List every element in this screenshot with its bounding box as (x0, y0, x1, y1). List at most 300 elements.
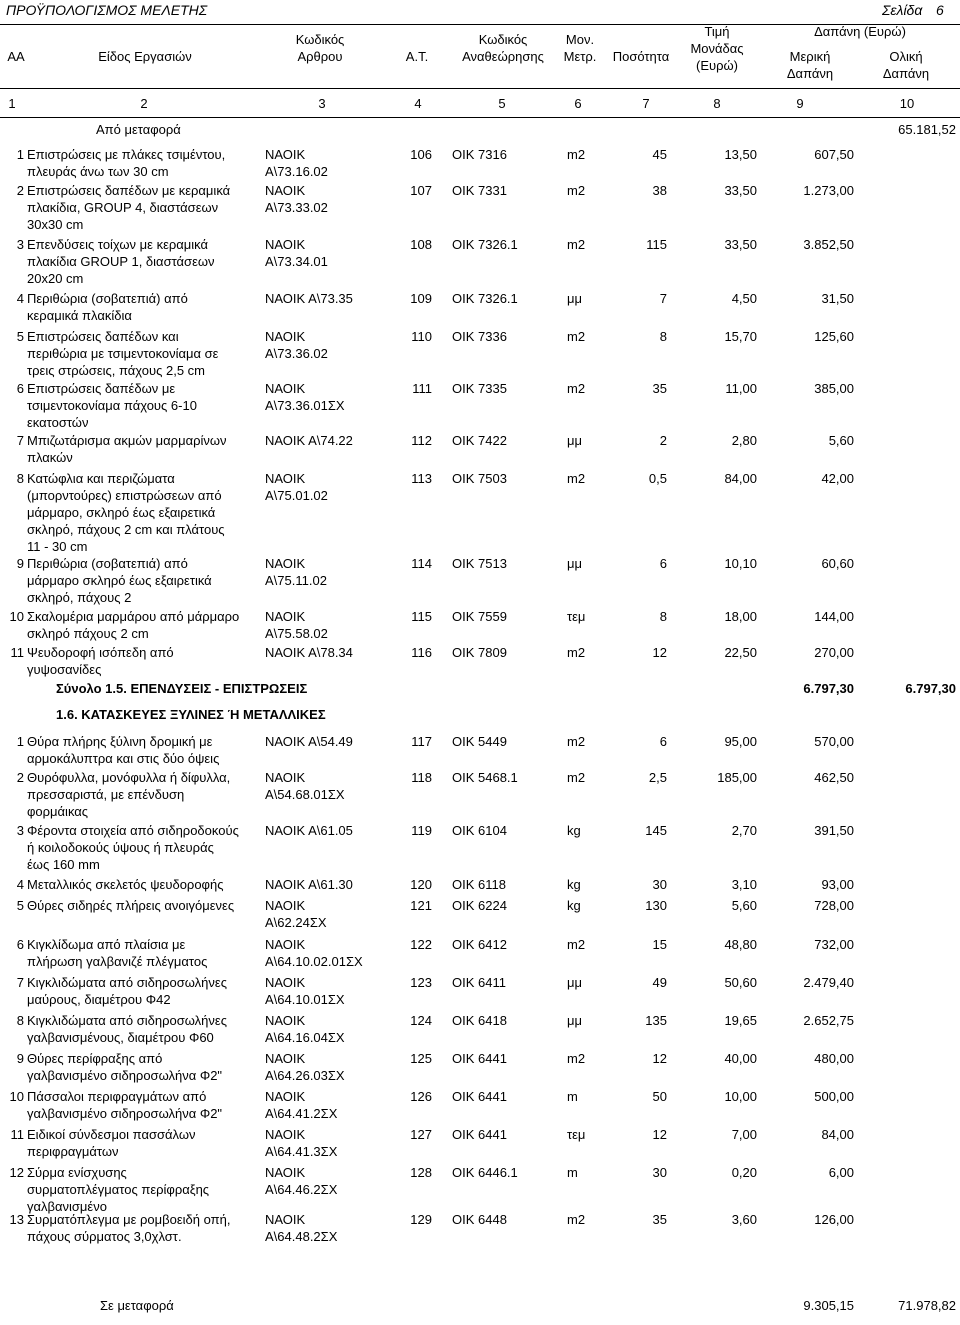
row-aa: 11 (10, 1127, 24, 1142)
row-description: πάχους σύρματος 3,0χλστ. (27, 1229, 182, 1244)
row-description: Μεταλλικός σκελετός ψευδοροφής (27, 877, 224, 892)
row-at: 112 (411, 433, 432, 448)
row-code: Α\54.68.01ΣΧ (265, 787, 345, 802)
row-code: ΝΑΟΙΚ (265, 329, 306, 344)
row-partial-cost: 385,00 (814, 381, 854, 396)
row-description: Κιγκλιδώματα από σιδηροσωλήνες (27, 1013, 227, 1028)
row-description: Θύρες περίφραξης από (27, 1051, 163, 1066)
row-at: 121 (410, 898, 432, 913)
row-description: Επιστρώσεις δαπέδων με κεραμικά (27, 183, 231, 198)
row-quantity: 30 (652, 877, 667, 892)
row-at: 110 (411, 329, 432, 344)
row-revision-code: ΟΙΚ 7331 (452, 183, 507, 198)
row-aa: 6 (16, 937, 24, 952)
row-quantity: 12 (652, 645, 667, 660)
row-unit-price: 10,10 (724, 556, 757, 571)
row-revision-code: ΟΙΚ 7326.1 (452, 237, 518, 252)
row-unit: m2 (567, 147, 586, 162)
row-partial-cost: 270,00 (814, 645, 854, 660)
subtotal-partial: 6.797,30 (803, 681, 854, 696)
row-aa: 2 (16, 770, 24, 785)
row-code: Α\64.26.03ΣΧ (265, 1068, 345, 1083)
row-at: 128 (410, 1165, 432, 1180)
row-code: ΝΑΟΙΚ (265, 556, 306, 571)
subtotal-label: Σύνολο 1.5. ΕΠΕΝΔΥΣΕΙΣ - ΕΠΙΣΤΡΩΣΕΙΣ (56, 681, 308, 696)
row-code: ΝΑΟΙΚ (265, 975, 306, 990)
row-at: 122 (410, 937, 432, 952)
row-at: 125 (410, 1051, 432, 1066)
row-partial-cost: 480,00 (814, 1051, 854, 1066)
row-description: Ειδικοί σύνδεσμοι πασσάλων (27, 1127, 196, 1142)
subtotal-total: 6.797,30 (905, 681, 956, 696)
row-aa: 7 (16, 975, 24, 990)
header-oliki-2: Δαπάνη (882, 66, 930, 81)
row-code: Α\64.46.2ΣΧ (265, 1182, 338, 1197)
row-unit-price: 0,20 (731, 1165, 757, 1180)
col-number: 3 (318, 96, 326, 111)
row-quantity: 38 (652, 183, 667, 198)
row-unit: m (567, 1089, 578, 1104)
row-code: ΝΑΟΙΚ (265, 1089, 306, 1104)
row-unit: m2 (567, 937, 586, 952)
carry-in-value: 65.181,52 (898, 122, 956, 137)
row-code: Α\64.41.2ΣΧ (265, 1106, 338, 1121)
row-at: 118 (411, 770, 432, 785)
row-partial-cost: 728,00 (814, 898, 854, 913)
row-unit: m2 (567, 645, 586, 660)
row-description: γαλβανισμένους, διαμέτρου Φ60 (27, 1030, 214, 1045)
row-unit-price: 3,10 (731, 877, 757, 892)
row-unit: m2 (567, 471, 586, 486)
row-description: φορμάικας (27, 804, 89, 819)
row-unit-price: 19,65 (724, 1013, 757, 1028)
row-description: (μπορντούρες) επιστρώσεων από (27, 488, 222, 503)
row-revision-code: ΟΙΚ 6104 (452, 823, 507, 838)
row-partial-cost: 607,50 (814, 147, 854, 162)
row-code: Α\64.10.01ΣΧ (265, 992, 345, 1007)
rule-header (0, 88, 960, 89)
row-description: έως 160 mm (27, 857, 100, 872)
row-code: ΝΑΟΙΚ (265, 1212, 306, 1227)
row-revision-code: ΟΙΚ 5449 (452, 734, 507, 749)
header-kodikos-anatheorisis-1: Κωδικός (478, 32, 528, 47)
row-quantity: 0,5 (648, 471, 667, 486)
row-revision-code: ΟΙΚ 6441 (452, 1089, 507, 1104)
row-unit: kg (567, 823, 581, 838)
row-unit: m2 (567, 183, 586, 198)
page-title: ΠΡΟΫΠΟΛΟΓΙΣΜΟΣ ΜΕΛΕΤΗΣ (6, 2, 208, 18)
row-partial-cost: 570,00 (814, 734, 854, 749)
col-number: 4 (414, 96, 422, 111)
row-quantity: 8 (659, 609, 667, 624)
col-number: 10 (899, 96, 915, 111)
row-aa: 9 (16, 556, 24, 571)
row-revision-code: ΟΙΚ 6224 (452, 898, 507, 913)
row-code: ΝΑΟΙΚ (265, 1051, 306, 1066)
header-kodikos-arthrou-1: Κωδικός (295, 32, 345, 47)
row-partial-cost: 84,00 (821, 1127, 854, 1142)
row-partial-cost: 3.852,50 (803, 237, 854, 252)
row-description: τσιμεντοκονίαμα πάχους 6-10 (27, 398, 197, 413)
row-code: Α\73.33.02 (265, 200, 328, 215)
row-unit-price: 5,60 (731, 898, 757, 913)
row-unit-price: 185,00 (717, 770, 757, 785)
row-code: ΝΑΟΙΚ (265, 471, 306, 486)
row-at: 111 (412, 381, 432, 396)
row-unit-price: 2,80 (731, 433, 757, 448)
row-at: 116 (411, 645, 432, 660)
row-quantity: 2,5 (648, 770, 667, 785)
row-code: Α\73.34.01 (265, 254, 328, 269)
header-meriki-2: Δαπάνη (786, 66, 834, 81)
row-unit: τεμ (567, 1127, 586, 1142)
row-description: μαύρους, διαμέτρου Φ42 (27, 992, 171, 1007)
row-description: σκληρό, πάχους 2 (27, 590, 132, 605)
row-description: πλήρωση γαλβανιζέ πλέγματος (27, 954, 208, 969)
row-aa: 2 (16, 183, 24, 198)
row-quantity: 49 (652, 975, 667, 990)
col-number: 5 (498, 96, 506, 111)
row-code: ΝΑΟΙΚ (265, 147, 306, 162)
row-unit: m2 (567, 381, 586, 396)
row-aa: 4 (16, 291, 24, 306)
row-at: 120 (410, 877, 432, 892)
row-code: Α\75.11.02 (265, 573, 327, 588)
row-description: γυψοσανίδες (27, 662, 102, 677)
row-code: ΝΑΟΙΚ Α\74.22 (265, 433, 353, 448)
col-number: 2 (140, 96, 148, 111)
row-aa: 1 (16, 734, 24, 749)
row-unit: μμ (567, 433, 582, 448)
row-description: Πάσσαλοι περιφραγμάτων από (27, 1089, 207, 1104)
carry-in-label: Από μεταφορά (96, 122, 181, 137)
header-dapani: Δαπάνη (Ευρώ) (814, 24, 906, 39)
row-quantity: 12 (652, 1127, 667, 1142)
row-unit-price: 2,70 (731, 823, 757, 838)
row-unit: m2 (567, 770, 586, 785)
row-at: 108 (410, 237, 432, 252)
row-revision-code: ΟΙΚ 7809 (452, 645, 507, 660)
row-partial-cost: 60,60 (821, 556, 854, 571)
row-revision-code: ΟΙΚ 6441 (452, 1127, 507, 1142)
row-revision-code: ΟΙΚ 7335 (452, 381, 507, 396)
row-code: ΝΑΟΙΚ (265, 237, 306, 252)
row-unit: μμ (567, 556, 582, 571)
row-description: Σύρμα ενίσχυσης (27, 1165, 127, 1180)
row-description: γαλβανισμένο σιδηροσωλήνα Φ2" (27, 1068, 223, 1083)
row-at: 117 (411, 734, 432, 749)
row-revision-code: ΟΙΚ 5468.1 (452, 770, 518, 785)
row-code: Α\64.10.02.01ΣΧ (265, 954, 363, 969)
row-description: Περιθώρια (σοβατεπιά) από (27, 291, 188, 306)
row-code: Α\75.01.02 (265, 488, 328, 503)
row-code: ΝΑΟΙΚ (265, 1127, 306, 1142)
row-code: Α\62.24ΣΧ (265, 915, 327, 930)
row-unit: m2 (567, 329, 586, 344)
row-revision-code: ΟΙΚ 7336 (452, 329, 507, 344)
row-description: γαλβανισμένο (27, 1199, 107, 1214)
row-unit-price: 84,00 (724, 471, 757, 486)
row-revision-code: ΟΙΚ 7422 (452, 433, 507, 448)
row-description: περιθώρια με τσιμεντοκονίαμα σε (27, 346, 219, 361)
row-description: αρμοκάλυπτρα και στις δύο όψεις (27, 751, 220, 766)
row-partial-cost: 93,00 (821, 877, 854, 892)
header-mon-2: Μετρ. (563, 49, 597, 64)
row-quantity: 145 (645, 823, 667, 838)
row-revision-code: ΟΙΚ 6441 (452, 1051, 507, 1066)
row-partial-cost: 6,00 (828, 1165, 854, 1180)
row-aa: 12 (9, 1165, 24, 1180)
row-description: σκληρό πάχους 2 cm (27, 626, 149, 641)
row-unit-price: 10,00 (724, 1089, 757, 1104)
row-unit-price: 15,70 (724, 329, 757, 344)
row-at: 106 (410, 147, 432, 162)
row-at: 119 (411, 823, 432, 838)
row-code: Α\73.36.01ΣΧ (265, 398, 345, 413)
row-aa: 4 (16, 877, 24, 892)
row-unit-price: 18,00 (724, 609, 757, 624)
row-description: Επενδύσεις τοίχων με κεραμικά (27, 237, 209, 252)
row-description: Ψευδοροφή ισόπεδη από (27, 645, 174, 660)
row-code: ΝΑΟΙΚ (265, 183, 306, 198)
row-description: Επιστρώσεις δαπέδων και (27, 329, 179, 344)
row-unit-price: 22,50 (724, 645, 757, 660)
row-description: πλακών (27, 450, 73, 465)
row-revision-code: ΟΙΚ 6411 (452, 975, 506, 990)
row-description: Κατώφλια και περιζώματα (27, 471, 175, 486)
col-number: 8 (713, 96, 721, 111)
row-quantity: 130 (645, 898, 667, 913)
row-partial-cost: 126,00 (814, 1212, 854, 1227)
row-quantity: 8 (659, 329, 667, 344)
page-number: 6 (936, 2, 944, 18)
header-at: Α.Τ. (405, 49, 429, 64)
row-unit-price: 33,50 (724, 237, 757, 252)
row-description: Μπιζωτάρισμα ακμών μαρμαρίνων (27, 433, 227, 448)
row-code: ΝΑΟΙΚ Α\61.05 (265, 823, 353, 838)
row-aa: 11 (10, 645, 24, 660)
row-description: Επιστρώσεις δαπέδων με (27, 381, 176, 396)
col-number: 7 (642, 96, 650, 111)
row-aa: 5 (16, 898, 24, 913)
page-label: Σελίδα (882, 2, 923, 18)
row-revision-code: ΟΙΚ 7326.1 (452, 291, 518, 306)
row-description: Θύρα πλήρης ξύλινη δρομική με (27, 734, 213, 749)
row-unit: μμ (567, 291, 582, 306)
rule-colnumbers (0, 117, 960, 118)
row-unit-price: 4,50 (731, 291, 757, 306)
row-code: ΝΑΟΙΚ (265, 609, 306, 624)
row-partial-cost: 31,50 (821, 291, 854, 306)
row-at: 123 (410, 975, 432, 990)
row-unit: μμ (567, 1013, 582, 1028)
row-unit: kg (567, 898, 581, 913)
row-code: ΝΑΟΙΚ Α\54.49 (265, 734, 353, 749)
row-at: 127 (410, 1127, 432, 1142)
row-description: Σκαλομέρια μαρμάρου από μάρμαρο (27, 609, 240, 624)
header-eidos: Είδος Εργασιών (98, 49, 192, 64)
row-aa: 6 (16, 381, 24, 396)
row-quantity: 35 (652, 381, 667, 396)
row-code: Α\75.58.02 (265, 626, 328, 641)
row-description: 30x30 cm (27, 217, 84, 232)
header-oliki-1: Ολική (889, 49, 923, 64)
header-posotita: Ποσότητα (612, 49, 670, 64)
row-quantity: 45 (652, 147, 667, 162)
row-aa: 10 (9, 609, 24, 624)
row-description: εκατοστών (27, 415, 89, 430)
row-unit-price: 3,60 (731, 1212, 757, 1227)
row-aa: 8 (16, 1013, 24, 1028)
row-unit: τεμ (567, 609, 586, 624)
row-unit: m2 (567, 734, 586, 749)
row-code: Α\64.16.04ΣΧ (265, 1030, 345, 1045)
row-aa: 10 (9, 1089, 24, 1104)
row-description: 11 - 30 cm (27, 539, 88, 554)
row-description: Φέροντα στοιχεία από σιδηροδοκούς (27, 823, 239, 838)
row-unit-price: 33,50 (724, 183, 757, 198)
row-description: συρματοπλέγματος περίφραξης (27, 1182, 210, 1197)
row-revision-code: ΟΙΚ 7513 (452, 556, 507, 571)
row-partial-cost: 125,60 (814, 329, 854, 344)
row-partial-cost: 732,00 (814, 937, 854, 952)
header-aa: ΑΑ (7, 49, 25, 64)
row-description: πλακίδια GROUP 1, διαστάσεων (27, 254, 215, 269)
row-quantity: 115 (646, 237, 667, 252)
row-revision-code: ΟΙΚ 7503 (452, 471, 507, 486)
header-kodikos-anatheorisis-2: Αναθεώρησης (462, 49, 544, 64)
row-partial-cost: 144,00 (814, 609, 854, 624)
row-quantity: 15 (652, 937, 667, 952)
row-partial-cost: 500,00 (814, 1089, 854, 1104)
row-quantity: 6 (659, 556, 667, 571)
row-revision-code: ΟΙΚ 6446.1 (452, 1165, 518, 1180)
row-partial-cost: 1.273,00 (803, 183, 854, 198)
header-timi-2: Μονάδας (690, 41, 744, 56)
row-partial-cost: 42,00 (821, 471, 854, 486)
row-aa: 1 (16, 147, 24, 162)
row-revision-code: ΟΙΚ 7316 (452, 147, 507, 162)
row-aa: 9 (16, 1051, 24, 1066)
header-mon-1: Μον. (565, 32, 595, 47)
row-description: Επιστρώσεις με πλάκες τσιμέντου, (27, 147, 226, 162)
header-meriki-1: Μερική (789, 49, 831, 64)
row-unit-price: 48,80 (724, 937, 757, 952)
row-quantity: 35 (652, 1212, 667, 1227)
row-description: πρεσσαριστά, με επένδυση (27, 787, 185, 802)
row-revision-code: ΟΙΚ 6412 (452, 937, 507, 952)
col-number: 1 (8, 96, 16, 111)
row-revision-code: ΟΙΚ 6118 (452, 877, 506, 892)
carry-out-total: 71.978,82 (898, 1298, 956, 1313)
row-quantity: 50 (652, 1089, 667, 1104)
col-number: 9 (796, 96, 804, 111)
row-code: ΝΑΟΙΚ (265, 937, 306, 952)
carry-out-partial: 9.305,15 (803, 1298, 854, 1313)
row-revision-code: ΟΙΚ 6448 (452, 1212, 507, 1227)
row-partial-cost: 2.479,40 (803, 975, 854, 990)
row-unit: μμ (567, 975, 582, 990)
row-aa: 3 (16, 823, 24, 838)
row-description: σκληρό, πάχους 2 cm και πλάτους (27, 522, 225, 537)
row-description: μάρμαρο, σκληρό έως εξαιρετικά (27, 505, 216, 520)
row-revision-code: ΟΙΚ 7559 (452, 609, 507, 624)
row-partial-cost: 5,60 (828, 433, 854, 448)
row-description: Θύρες σιδηρές πλήρεις ανοιγόμενες (27, 898, 235, 913)
row-unit: m2 (567, 237, 586, 252)
row-description: μάρμαρο σκληρό έως εξαιρετικά (27, 573, 212, 588)
col-number: 6 (574, 96, 582, 111)
row-code: Α\73.36.02 (265, 346, 328, 361)
row-description: Κιγκλίδωμα από πλαίσια με (27, 937, 186, 952)
row-code: ΝΑΟΙΚ (265, 770, 306, 785)
row-quantity: 7 (659, 291, 667, 306)
row-description: πλακίδια, GROUP 4, διαστάσεων (27, 200, 219, 215)
row-unit-price: 95,00 (724, 734, 757, 749)
row-partial-cost: 2.652,75 (803, 1013, 854, 1028)
row-description: πλευράς άνω των 30 cm (27, 164, 169, 179)
header-timi-1: Τιμή (704, 24, 730, 39)
row-quantity: 2 (659, 433, 667, 448)
row-quantity: 135 (645, 1013, 667, 1028)
row-partial-cost: 391,50 (814, 823, 854, 838)
row-aa: 3 (16, 237, 24, 252)
row-description: κεραμικά πλακίδια (27, 308, 132, 323)
row-unit-price: 7,00 (731, 1127, 757, 1142)
row-unit-price: 40,00 (724, 1051, 757, 1066)
row-code: Α\64.48.2ΣΧ (265, 1229, 338, 1244)
row-description: τρεις στρώσεις, πάχους 2,5 cm (27, 363, 205, 378)
row-code: ΝΑΟΙΚ (265, 1013, 306, 1028)
header-timi-3: (Ευρώ) (696, 58, 738, 73)
row-code: ΝΑΟΙΚ (265, 381, 306, 396)
carry-out-label: Σε μεταφορά (100, 1298, 174, 1313)
row-description: γαλβανισμένο σιδηροσωλήνα Φ2" (27, 1106, 223, 1121)
row-description: Θυρόφυλλα, μονόφυλλα ή δίφυλλα, (27, 770, 231, 785)
row-quantity: 6 (659, 734, 667, 749)
row-code: ΝΑΟΙΚ (265, 1165, 306, 1180)
row-description: Κιγκλιδώματα από σιδηροσωλήνες (27, 975, 227, 990)
row-aa: 13 (9, 1212, 24, 1227)
row-aa: 8 (16, 471, 24, 486)
row-description: Περιθώρια (σοβατεπιά) από (27, 556, 188, 571)
row-unit: m2 (567, 1212, 586, 1227)
row-description: περιφραγμάτων (27, 1144, 119, 1159)
row-at: 107 (410, 183, 432, 198)
row-unit: m (567, 1165, 578, 1180)
row-at: 109 (410, 291, 432, 306)
row-unit-price: 11,00 (725, 381, 757, 396)
row-description: ή κοιλοδοκούς ύψους ή πλευράς (27, 840, 214, 855)
row-unit: kg (567, 877, 581, 892)
row-code: Α\73.16.02 (265, 164, 328, 179)
row-at: 126 (410, 1089, 432, 1104)
row-description: 20x20 cm (27, 271, 84, 286)
row-unit-price: 13,50 (724, 147, 757, 162)
row-description: Συρματόπλεγμα με ρομβοειδή οπή, (27, 1212, 231, 1227)
row-aa: 5 (16, 329, 24, 344)
row-unit: m2 (567, 1051, 586, 1066)
header-kodikos-arthrou-2: Αρθρου (297, 49, 343, 64)
row-aa: 7 (16, 433, 24, 448)
row-code: ΝΑΟΙΚ Α\61.30 (265, 877, 353, 892)
row-revision-code: ΟΙΚ 6418 (452, 1013, 507, 1028)
row-quantity: 30 (652, 1165, 667, 1180)
row-quantity: 12 (652, 1051, 667, 1066)
row-code: ΝΑΟΙΚ (265, 898, 306, 913)
row-unit-price: 50,60 (724, 975, 757, 990)
row-code: Α\64.41.3ΣΧ (265, 1144, 338, 1159)
